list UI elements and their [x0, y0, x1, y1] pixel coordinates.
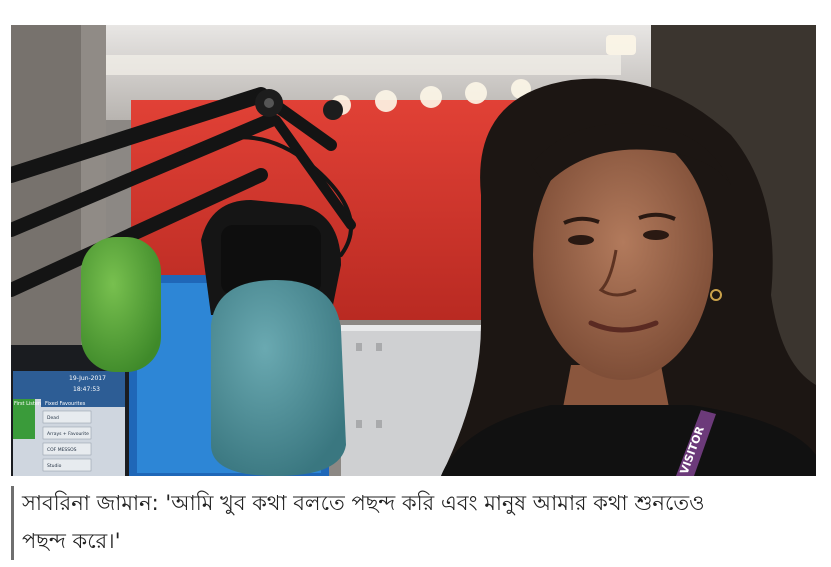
lanyard-text: VISITOR: [677, 424, 707, 476]
screen-button: COF MESSOS: [47, 448, 77, 453]
screen-time: 18:47:53: [73, 386, 100, 393]
caption-rule: [11, 486, 14, 560]
screen-button: Arrays + Favourite: [47, 432, 89, 437]
screen-left-label: First Listen: [14, 401, 42, 407]
article-photo: [11, 25, 816, 476]
screen-button: Dead: [47, 416, 59, 421]
studio-photo: [11, 25, 816, 476]
screen-panel-title: Fixed Favourites: [45, 401, 86, 407]
screen-date: 19-Jun-2017: [69, 375, 106, 382]
screen-button: Studio: [47, 464, 62, 469]
photo-caption: সাবরিনা জামান: 'আমি খুব কথা বলতে পছন্দ করি এবং মানুষ আমার কথা শুনতেও পছন্দ করে।': [22, 491, 705, 553]
